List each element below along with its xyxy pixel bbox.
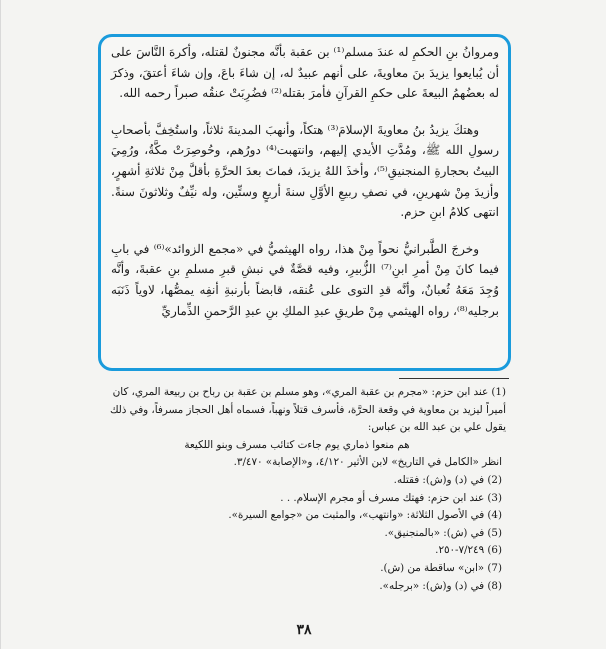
footnote-1: (1) عند ابن حزم: «مجرم بن عقبة المري»، وهو مسلم بن عقبة بن رباح بن ربيعة المري، كان أميراً ليزيد بن معاوية في وقعة الحرَّة، فأسرف قتلاً ونهباً، فسماه أهل الحجاز مسرفاً، وفي ذلك يقول علي بن عبد الله بن عباس: [109, 386, 506, 434]
footnote-8: (8) في (د) و(ش): «برجله». [379, 579, 502, 592]
main-paragraph-1: ومروانُ بنِ الحكمِ له عندَ مسلم⁽¹⁾ بن عقبة بأنَّه مجنونٌ لقتله، وأكرهَ النَّاسَ على أن يُبايعوا يزيدَ بنَ معاويةَ، على أنهم عبيدٌ له، إن شاءَ باعَ، وإن شاءَ أعتقَ، وذكرَ له بعضُهمُ البيعةَ على حكمِ القرآنِ فأمرَ بقتله⁽²⁾ فضُرِبَتْ عنقُه صبراً رحمه الله. [111, 45, 499, 101]
page-number: ٣٨ [296, 622, 312, 638]
footnote-4: (4) في الأصول الثلاثة: «وانتهب»، والمثبت من «جوامع السيرة». [228, 509, 502, 522]
main-paragraph-2: وهتكَ يزيدُ بنُ معاويةَ الإسلامَ⁽³⁾ هتكاً، وأنهبَ المدينةَ ثلاثاً، واستُخِفَّ بأصحابِ رسولِ الله ﷺ، ومُدَّتِ الأيدي إليهم، وانتهبت⁽⁴⁾ دورُهم، وحُوصِرَتْ مكَّةُ، ورُمِيَ البيتُ بحجارةِ المنجنيقِ⁽⁵⁾، وأخذَ اللهُ يزيدَ، فماتَ بعدَ الحرَّةِ بأقلَّ مِنْ ثلاثةِ أشهرٍ، وأزيدَ مِنْ شهرينِ، في نصفِ ربيعِ الأوَّلِ سنةَ أربعٍ وستِّين، وله نيِّفٌ وثلاثونَ سنةً. انتهى كلامُ ابنِ حزم. [111, 122, 499, 220]
footnote-verse: هم منعوا ذماري يوم جاءت كتائب مسرف وبنو اللكيعة [184, 438, 410, 451]
footnote-1-source: انظر «الكامل في التاريخ» لابن الأثير ٤/١٢٠، و«الإصابة» ٣/٤٧٠. [233, 456, 502, 469]
footnotes [108, 384, 506, 595]
main-paragraph-3: وخرجَ الطَّبرانيُّ نحواً مِنْ هذا، رواه الهيثميُّ في «مجمع الزوائد»⁽⁶⁾ في بابِ فيما كانَ مِنْ أمرِ ابنِ⁽⁷⁾ الزُّبيرِ، وفيه قصَّةٌ في نبشِ قبرِ مسلمِ بنِ عقبةَ، وأنَّه وُجِدَ مَعَهُ ثُعبانٌ، وأنَّه قدِ التوى على عُنقه، قابضاً بأرنبةِ أنفِه يمصُّها، لاوياً ذَنَبَه برجليه⁽⁸⁾، رواه الهيثمي مِنْ طريقِ عبدِ الملكِ بنِ عبدِ الرَّحمنِ الذِّماريِّ [111, 241, 499, 318]
footnote-7: (7) «ابن» ساقطة من (ش). [380, 561, 502, 574]
footnote-6: (6) ٧/٢٤٩-٢٥٠. [435, 544, 502, 557]
footnote-2: (2) في (د) و(ش): فقتله. [393, 473, 502, 486]
footnote-3: (3) عند ابن حزم: فهتك مسرف أو مجرم الإسلام. . . [280, 491, 502, 504]
footnote-5: (5) في (ش): «بالمنجنيق». [384, 526, 502, 539]
footnote-divider [399, 378, 509, 379]
main-text [111, 42, 499, 321]
